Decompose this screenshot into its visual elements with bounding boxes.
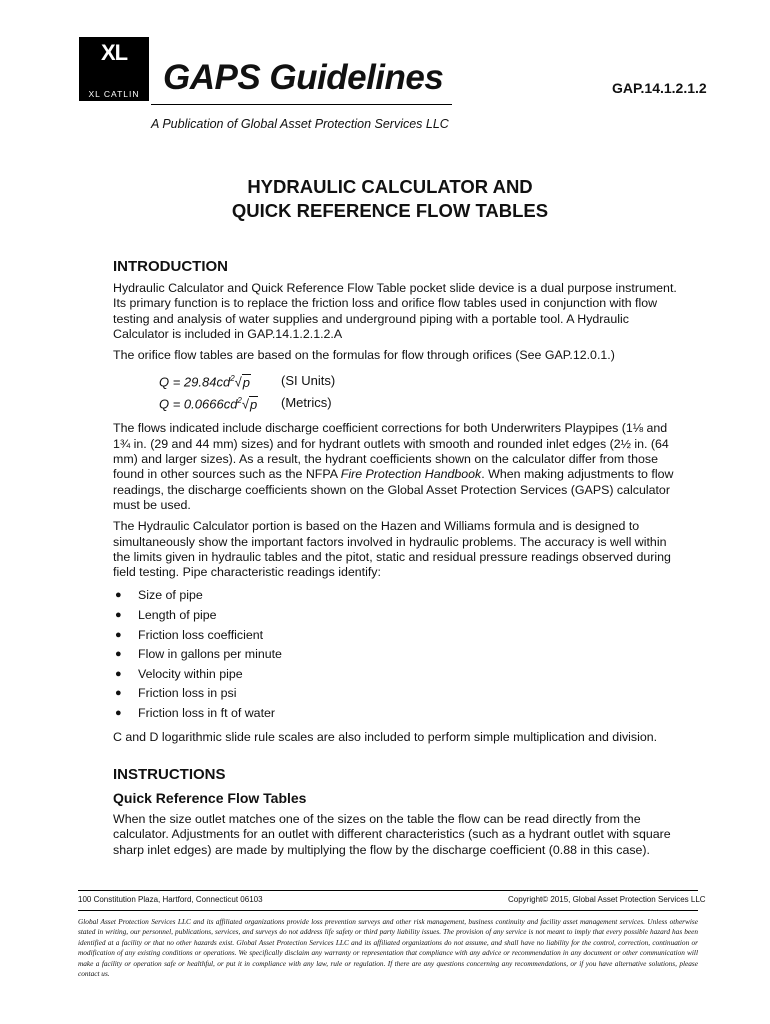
- list-item-text: Length of pipe: [138, 608, 217, 623]
- bullet-icon: ●: [115, 648, 122, 661]
- footer-rule-2: [78, 910, 698, 911]
- publication-line: A Publication of Global Asset Protection Services LLC: [151, 117, 449, 131]
- page-title-line-2: QUICK REFERENCE FLOW TABLES: [231, 200, 549, 221]
- list-item: [113, 606, 683, 626]
- formula-si-unit: (SI Units): [281, 372, 336, 388]
- document-body: [113, 257, 683, 864]
- list-item-text: Friction loss coefficient: [138, 627, 264, 642]
- xl-catlin-logo: [79, 37, 149, 101]
- intro-paragraph-3: [113, 421, 683, 513]
- bullet-icon: ●: [115, 609, 122, 622]
- formula-metric-unit: (Metrics): [281, 394, 332, 410]
- bullet-icon: ●: [115, 628, 122, 641]
- page-title-line-1: HYDRAULIC CALCULATOR AND: [247, 176, 533, 197]
- list-item-text: Velocity within pipe: [138, 666, 243, 681]
- footer-rule: [78, 890, 698, 891]
- legal-disclaimer: Global Asset Protection Services LLC and its affiliated organizations provide loss prevention surveys and other risk management, business continuity and facility asset management services. Unless otherwise stated in writing, our personnel, publications, services, and surveys do not address life safety or third party liability issues. The provision of any service is not meant to imply that every possible hazard has been identified at a facility or that no other hazards exist. Global Asset Protection Services LLC and its affiliated organizations do not assume, and shall have no liability for the control, correction, continuation or modification of any existing conditions or operations. We specifically disclaim any warranty or representation that compliance with any advice or recommendation in any document or other communication will make a facility or operation safe or healthful, or put it in compliance with any law, rule or regulation. If there are any questions concerning any recommendations, or if you have alternative solutions, please contact us.: [78, 917, 698, 979]
- list-item: [113, 645, 683, 665]
- formula-metric-exponent: 2: [237, 396, 242, 406]
- formula-metric-root: p: [250, 396, 258, 412]
- intro-paragraph-1: Hydraulic Calculator and Quick Reference Flow Table pocket slide device is a dual purpose instrument. Its primary function is to replace the friction loss and orifice flow tables used in conjunction with flow testing and analysis of water supplies and underground piping with a portable tool. A Hydraulic Calculator is included in GAP.14.1.2.1.2.A: [113, 281, 677, 341]
- formula-si-lhs: Q = 29.84cd: [159, 374, 231, 390]
- logo-name: XL CATLIN: [88, 89, 140, 99]
- formula-si: [159, 369, 683, 391]
- bullet-icon: ●: [115, 687, 122, 700]
- list-item: [113, 665, 683, 685]
- bullet-icon: ●: [115, 667, 122, 680]
- bullet-icon: ●: [115, 589, 122, 602]
- introduction-heading: INTRODUCTION: [113, 258, 228, 275]
- document-number: GAP.14.1.2.1.2: [612, 80, 707, 96]
- guidelines-title: GAPS Guidelines: [163, 58, 444, 97]
- list-item-text: Friction loss in ft of water: [138, 706, 276, 721]
- bullet-icon: ●: [115, 707, 122, 720]
- formula-si-root: p: [242, 374, 251, 390]
- list-item-text: Flow in gallons per minute: [138, 647, 282, 662]
- footer-copyright: Copyright© 2015, Global Asset Protection Services LLC: [508, 895, 706, 904]
- formula-si-exponent: 2: [230, 374, 235, 384]
- list-item-text: Friction loss in psi: [138, 686, 237, 701]
- list-item: [113, 586, 683, 606]
- sqrt-icon: √: [241, 396, 250, 412]
- footer-address: 100 Constitution Plaza, Hartford, Connecticut 06103: [78, 895, 263, 904]
- orifice-formulas: [159, 369, 683, 413]
- flow-tables-subheading: Quick Reference Flow Tables: [113, 789, 307, 806]
- logo-mark: XL: [100, 40, 128, 65]
- formula-metric: [159, 391, 683, 413]
- formula-metric-lhs: Q = 0.0666cd: [159, 396, 238, 412]
- sqrt-icon: √: [234, 374, 242, 390]
- intro-paragraph-5: C and D logarithmic slide rule scales are also included to perform simple multiplication and division.: [113, 729, 658, 744]
- instructions-paragraph-1: When the size outlet matches one of the sizes on the table the flow can be read directly from the calculator. Adjustments for an outlet with different characteristics (such as a hydrant outlet with square sharp inlet edges) are made by multiplying the flow by the discharge coefficient (0.88 in this case).: [113, 811, 671, 857]
- pipe-characteristics-list: [113, 586, 683, 723]
- intro-paragraph-4: The Hydraulic Calculator portion is based on the Hazen and Williams formula and is designed to simultaneously show the important factors involved in hydraulic problems. The accuracy is well within the limits given in hydraulic tables and the pitot, static and residual pressure readings observed during field testing. Pipe characteristic readings identify:: [113, 519, 671, 580]
- page-title: [170, 175, 610, 223]
- intro-paragraph-3-b: . When making adjustments to flow readings, the discharge coefficients shown on the Global Asset Protection Services (GAPS) calculator must be used.: [113, 467, 674, 512]
- intro-paragraph-2: The orifice flow tables are based on the formulas for flow through orifices (See GAP.12.0.1.): [113, 348, 615, 363]
- nfpa-handbook-title: Fire Protection Handbook: [340, 467, 482, 482]
- intro-paragraph-3-a: The flows indicated include discharge coefficient corrections for both Underwriters Playpipes (1⅛ and 1¾ in. (29 and 44 mm) sizes) and for hydrant outlets with smooth and rounded inlet edges (2½ in. (64 mm) and larger sizes). As a result, the hydrant coefficients shown on the calculator differ from those found in other sources such as the NFPA: [113, 421, 669, 482]
- instructions-heading: INSTRUCTIONS: [113, 765, 226, 783]
- list-item: [113, 626, 683, 646]
- header-rule: [151, 104, 452, 105]
- list-item-text: Size of pipe: [138, 588, 203, 603]
- list-item: [113, 704, 683, 724]
- list-item: [113, 684, 683, 704]
